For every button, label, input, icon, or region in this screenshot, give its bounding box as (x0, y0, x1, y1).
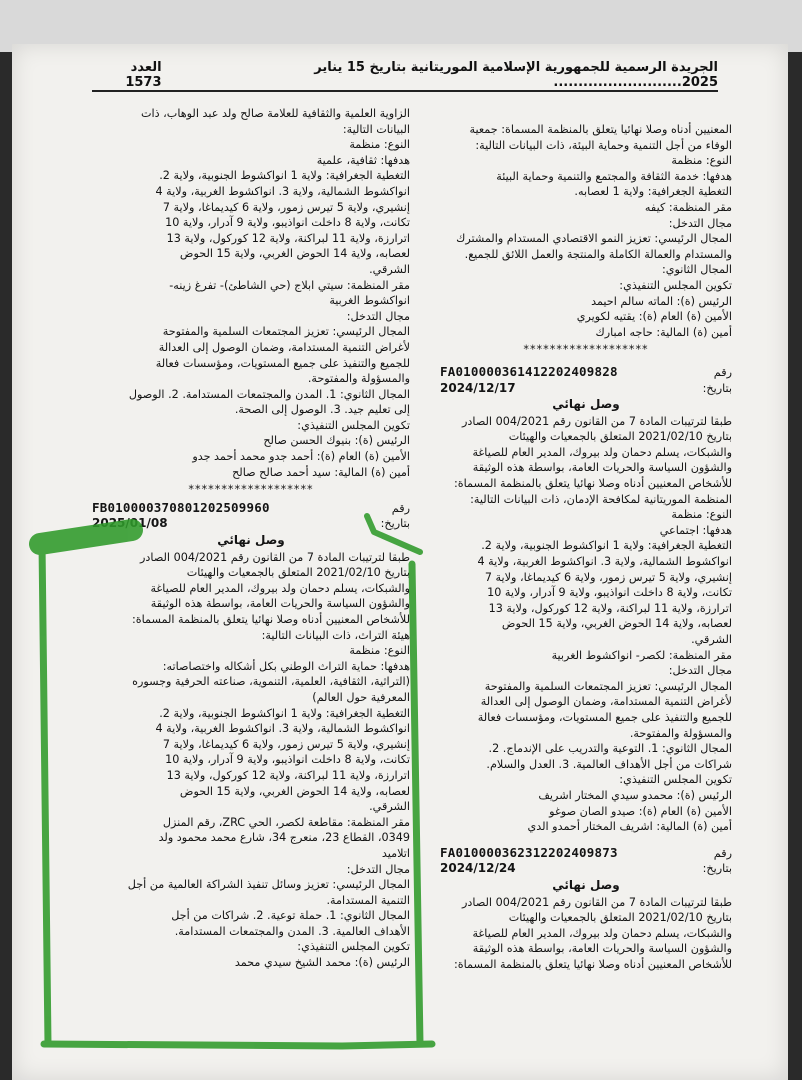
text-line: لأغراض التنمية المستدامة، وضمان الوصول إلى العدالة (158, 340, 410, 354)
text-line: 0349، القطاع 23، منعرج 34، شارع محمد محمود ولد (158, 831, 410, 845)
page-header (92, 60, 718, 92)
text-line: الأمين (ة) العام (ة): أحمد جدو محمد أحمد جدو (192, 450, 410, 464)
text-line: مقر المنظمة: مقاطعة لكصر، الحي ZRC، رقم المنزل (162, 815, 410, 829)
reference-label: رقم (713, 846, 732, 860)
text-line: انواكشوط الشمالية، ولاية 3. انواكشوط الغربية، ولاية 4 (155, 184, 410, 198)
text-line: الرئيس (ة): محمدو سيدي المختار اشريف (538, 788, 732, 802)
text-line: للجميع والتنفيذ على جميع المستويات، ومؤسسات فعالة (155, 356, 410, 370)
text-line: تكوين المجلس التنفيذي: (297, 418, 410, 432)
text-line: أمين (ة) المالية: سيد أحمد صالح صالح (232, 465, 410, 479)
text-line: هيئة التراث، ذات البيانات التالية: (261, 628, 410, 642)
text-line: طبقا لترتيبات المادة 7 من القانون رقم 004/2021 الصادر (462, 895, 732, 909)
text-line: والمستدام والعمالة الكاملة والمنتجة والعمل اللائق للجميع. (464, 247, 732, 261)
text-line: المعرفية حول العالم) (312, 690, 410, 704)
text-line: مقر المنظمة: سيتي ابلاج (حي الشاطئ)- تفرغ زينه- (169, 278, 410, 292)
text-line: المجال الثانوي: 1. حملة توعية. 2. شراكات من أجل (171, 909, 410, 923)
text-line: والشبكات، يسلم دحمان ولد بيروك، المدير العام للصياغة (150, 581, 410, 595)
left-intro (92, 106, 410, 480)
text-line: الأمين (ة) العام (ة): صيدو الصان صوغو (549, 804, 732, 818)
text-line: المنظمة الموريتانية لمكافحة الإدمان، ذات البيانات التالية: (470, 492, 732, 506)
text-line: مجال التدخل: (668, 664, 732, 678)
text-line: والشبكات، يسلم دحمان ولد بيروك، المدير العام للصياغة (472, 926, 732, 940)
record-heading: وصل نهائي (217, 533, 285, 548)
text-line: مجال التدخل: (668, 216, 732, 230)
text-line: التغطية الجغرافية: ولاية 1 انواكشوط الجنوبية، ولاية 2. (481, 539, 732, 553)
issue-number: العدد 1573 (125, 60, 162, 90)
text-line: بتاريخ 2021/02/10 المتعلق بالجمعيات والهيئات (508, 911, 732, 925)
text-line: للأشخاص المعنيين أدناه وصلا نهائيا يتعلق بالمنظمة المسماة: (132, 613, 410, 626)
right-intro (440, 122, 732, 340)
text-line: شراكات من أجل الأهداف العالمية. 3. العدل والسلام. (486, 757, 732, 771)
reference-label: رقم (391, 501, 410, 515)
text-line: تكانت، ولاية 8 داخلت انواذيبو، ولاية 9 آدرار، ولاية 10 (165, 753, 410, 767)
text-line: الرئيس (ة): محمد الشيخ سيدي محمد (234, 956, 410, 970)
text-line: المجال الرئيسي: تعزيز المجتمعات السلمية والمفتوحة (484, 679, 732, 693)
text-line: طبقا لترتيبات المادة 7 من القانون رقم 004/2021 الصادر (140, 550, 410, 564)
text-line: التغطية الجغرافية: ولاية 1 لعصابه. (574, 185, 732, 199)
gazette-title: الجريدة الرسمية للجمهورية الإسلامية الموريتانية بتاريخ 15 يناير 2025.......................... (314, 60, 718, 90)
text-line: مقر المنظمة: لكصر- انواكشوط الغربية (551, 648, 732, 662)
text-line: مقر المنظمة: كيفه (644, 200, 732, 214)
date-line (440, 861, 732, 877)
record-heading: وصل نهائي (552, 397, 620, 412)
reference-number: FA010000361412202409828 (440, 363, 618, 379)
text-line: والمسؤولة والمفتوحة. (307, 372, 410, 386)
text-line: الرئيس (ة): بنيوك الحسن صالح (263, 434, 410, 448)
text-line: اترارزة، ولاية 11 لبراكنة، ولاية 12 كوركول، ولاية 13 (488, 601, 732, 615)
date-value: 2024/12/17 (440, 380, 516, 395)
text-line: الزاوية العلمية والثقافية للعلامة صالح ولد عبد الوهاب، ذات (141, 107, 410, 120)
text-line: والشبكات، يسلم دحمان ولد بيروك، المدير العام للصياغة (472, 445, 732, 459)
date-line (440, 381, 732, 397)
date-label: بتاريخ: (702, 381, 732, 395)
text-line: تكوين المجلس التنفيذي: (297, 940, 410, 954)
text-line: الأمين (ة) العام (ة): يقتيه لكويري (576, 310, 732, 324)
text-line: الأهداف العالمية. 3. المدن والمجتمعات المستدامة. (174, 924, 410, 938)
text-line: هدفها: اجتماعي (659, 523, 732, 537)
date-label: بتاريخ: (380, 517, 410, 531)
text-line: لعصابه، ولاية 14 الحوض الغربي، ولاية 15 الحوض (179, 247, 410, 261)
text-line: للأشخاص المعنيين أدناه وصلا نهائيا يتعلق بالمنظمة المسماة: (454, 477, 732, 491)
text-line: إنشيري، ولاية 5 تيرس زمور، ولاية 6 كيديماغا، ولاية 7 (162, 737, 410, 751)
record-body (440, 895, 732, 973)
record-heading: وصل نهائي (552, 877, 620, 892)
text-line: المجال الرئيسي: تعزيز النمو الاقتصادي المستدام والمشترك (456, 232, 732, 246)
text-line: هدفها: حماية التراث الوطني بكل أشكاله واختصاصاته: (162, 659, 410, 673)
date-value: 2025/01/08 (92, 516, 168, 531)
right-record-2 (440, 845, 732, 973)
text-line: النوع: منظمة (671, 508, 732, 522)
text-line: للجميع والتنفيذ على جميع المستويات، ومؤسسات فعالة (477, 710, 732, 724)
reference-label: رقم (713, 365, 732, 379)
text-line: المجال الرئيسي: تعزيز المجتمعات السلمية والمفتوحة (162, 325, 410, 339)
text-line: (التراثية، الثقافية، العلمية، التنموية، صناعته الحرفية وجسوره (132, 675, 410, 689)
text-line: تكانت، ولاية 8 داخلت انواذيبو، ولاية 9 آدرار، ولاية 10 (487, 586, 732, 600)
text-line: إنشيري، ولاية 5 تيرس زمور، ولاية 6 كيديماغا، ولاية 7 (484, 570, 732, 584)
text-line: النوع: منظمة (349, 138, 410, 152)
text-line: الشرقي. (691, 633, 732, 646)
text-line: انواكشوط الغربية (329, 294, 410, 308)
reference-line (440, 364, 732, 381)
text-line: تكوين المجلس التنفيذي: (619, 278, 732, 292)
text-line: هدفها: ثقافية، علمية (316, 153, 410, 167)
separator: ******************* (188, 483, 314, 497)
left-column (92, 106, 410, 971)
text-line: بتاريخ 2021/02/10 المتعلق بالجمعيات والهيئات (508, 430, 732, 444)
text-line: التغطية الجغرافية: ولاية 1 انواكشوط الجنوبية، ولاية 2. (159, 706, 410, 720)
text-line: والمسؤولة والمفتوحة. (629, 726, 732, 740)
text-line: الرئيس (ة): الماته سالم احيمد (591, 294, 732, 308)
reference-line (440, 845, 732, 862)
reference-line (92, 500, 410, 517)
text-line: الوفاء من أجل التنمية وحماية البيئة، ذات البيانات التالية: (475, 138, 732, 152)
text-line: البيانات التالية: (342, 122, 410, 136)
text-line: اترارزة، ولاية 11 لبراكنة، ولاية 12 كوركول، ولاية 13 (166, 768, 410, 782)
text-line: تكانت، ولاية 8 داخلت انواذيبو، ولاية 9 آدرار، ولاية 10 (165, 216, 410, 230)
text-line: للأشخاص المعنيين أدناه وصلا نهائيا يتعلق بالمنظمة المسماة: (454, 957, 732, 971)
text-line: والشؤون السياسة والحريات العامة، بواسطة هذه الوثيقة (150, 597, 410, 611)
date-value: 2024/12/24 (440, 861, 516, 876)
text-line: مجال التدخل: (346, 309, 410, 323)
date-line (92, 516, 410, 532)
text-line: بتاريخ 2021/02/10 المتعلق بالجمعيات والهيئات (186, 566, 410, 580)
text-line: تكوين المجلس التنفيذي: (619, 773, 732, 787)
text-line: المعنيين أدناه وصلا نهائيا يتعلق بالمنظمة المسماة: جمعية (469, 123, 732, 136)
reference-number: FB010000370801202509960 (92, 499, 270, 515)
text-line: النوع: منظمة (671, 154, 732, 168)
left-record-1 (92, 500, 410, 971)
date-label: بتاريخ: (702, 862, 732, 876)
text-line: لأغراض التنمية المستدامة، وضمان الوصول إلى العدالة (480, 695, 732, 709)
text-line: انواكشوط الشمالية، ولاية 3. انواكشوط الغربية، ولاية 4 (477, 555, 732, 569)
text-line: اتلاميد (381, 846, 410, 860)
text-line: المجال الثانوي: (661, 263, 732, 277)
text-line: والشؤون السياسة والحريات العامة، بواسطة هذه الوثيقة (472, 942, 732, 956)
reference-number: FA010000362312202409873 (440, 844, 618, 860)
text-line: أمين (ة) المالية: اشريف المختار أحمدو الدي (527, 820, 732, 834)
text-line: انواكشوط الشمالية، ولاية 3. انواكشوط الغربية، ولاية 4 (155, 722, 410, 736)
text-line: المجال الرئيسي: تعزيز وسائل تنفيذ الشراكة العالمية من أجل (127, 878, 410, 892)
separator: ******************* (523, 343, 649, 357)
text-line: لعصابه، ولاية 14 الحوض الغربي، ولاية 15 الحوض (179, 784, 410, 798)
text-line: الشرقي. (369, 800, 410, 814)
right-record-1 (440, 364, 732, 835)
text-line: المجال الثانوي: 1. التوعية والتدريب على الإندماج. 2. (488, 742, 732, 756)
text-line: إنشيري، ولاية 5 تيرس زمور، ولاية 6 كيديماغا، ولاية 7 (162, 200, 410, 214)
text-line: أمين (ة) المالية: حاجه امبارك (595, 325, 732, 339)
record-body (440, 414, 732, 835)
text-line: هدفها: خدمة الثقافة والمجتمع والتنمية وحماية البيئة (496, 169, 732, 183)
text-line: النوع: منظمة (349, 644, 410, 658)
text-line: التغطية الجغرافية: ولاية 1 انواكشوط الجنوبية، ولاية 2. (159, 169, 410, 183)
text-line: والشؤون السياسة والحريات العامة، بواسطة هذه الوثيقة (472, 461, 732, 475)
text-line: مجال التدخل: (346, 862, 410, 876)
text-line: المجال الثانوي: 1. المدن والمجتمعات المستدامة. 2. الوصول (128, 387, 410, 401)
right-column (440, 122, 732, 972)
text-line: لعصابه، ولاية 14 الحوض الغربي، ولاية 15 الحوض (501, 617, 732, 631)
text-line: التنمية المستدامة. (326, 893, 410, 907)
text-line: طبقا لترتيبات المادة 7 من القانون رقم 004/2021 الصادر (462, 414, 732, 428)
text-line: إلى تعليم جيد. 3. الوصول إلى الصحة. (234, 403, 410, 417)
text-line: اترارزة، ولاية 11 لبراكنة، ولاية 12 كوركول، ولاية 13 (166, 231, 410, 245)
record-body (92, 550, 410, 971)
text-line: الشرقي. (369, 262, 410, 276)
gazette-page (12, 44, 788, 1080)
